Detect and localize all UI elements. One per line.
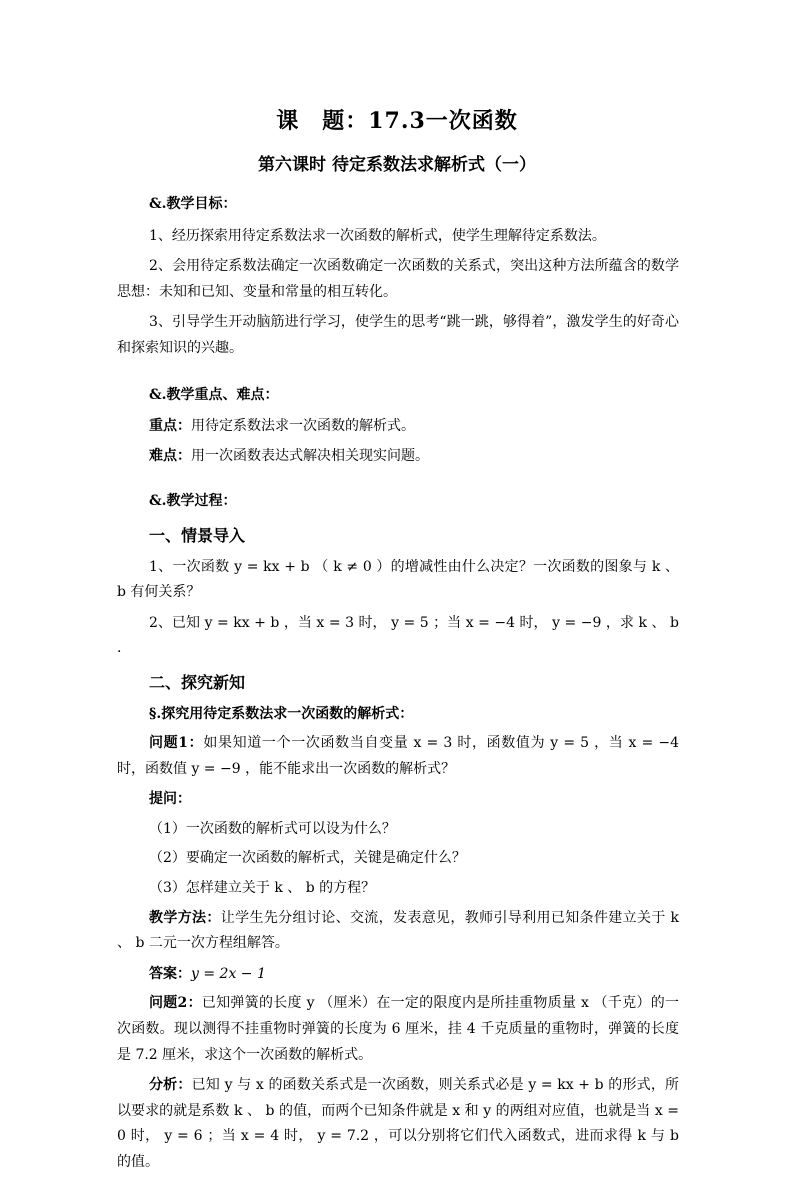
answer-label: 答案： <box>149 965 191 982</box>
key-point <box>149 414 679 440</box>
difficulty-label: 难点： <box>149 447 191 464</box>
section-objectives-heading: &.教学目标： <box>149 196 237 212</box>
part-2-heading: 二、探究新知 <box>149 672 246 692</box>
key-point-label: 重点： <box>149 418 191 435</box>
problem-2-text: 已知弹簧的长度 y （厘米）在一定的限度内是所挂重物质量 x （千克）的一次函数。现以测得不挂重物时弹簧的长度为 6 厘米，挂 4 千克质量的重物时，弹簧的长度是 7.2 厘米，求这个一次函数的解析式。 <box>117 995 679 1063</box>
objective-2: 2、会用待定系数法确定一次函数确定一次函数的关系式，突出这种方法所蕴含的数学思想：未知和已知、变量和常量的相互转化。 <box>117 258 679 300</box>
question-1: 1、一次函数 y = kx + b （ k ≠ 0 ）的增减性由什么决定？一次函数的图象与 k 、 b 有何关系？ <box>117 558 679 601</box>
analysis <box>117 1073 679 1175</box>
teaching-method <box>117 906 679 957</box>
question-2: 2、已知 y = kx + b ，当 x = 3 时， y = 5 ；当 x = −4 时， y = −9 ，求 k 、 b . <box>117 614 679 657</box>
difficulty-point <box>149 444 679 470</box>
page-title: 课 题：17.3一次函数 <box>276 108 518 134</box>
teaching-method-text: 让学生先分组讨论、交流，发表意见，教师引导利用已知条件建立关于 k 、 b 二元一次方程组解答。 <box>117 909 679 952</box>
lesson-subtitle: 第六课时 待定系数法求解析式（一） <box>258 155 536 175</box>
answer <box>149 962 679 988</box>
problem-2-label: 问题2： <box>149 995 202 1012</box>
teaching-method-label: 教学方法： <box>149 909 221 926</box>
ask-item-1: （1）一次函数的解析式可以设为什么？ <box>149 820 396 837</box>
problem-2 <box>117 991 679 1068</box>
explore-heading: §.探究用待定系数法求一次函数的解析式： <box>149 705 414 722</box>
key-point-text: 用待定系数法求一次函数的解析式。 <box>191 418 415 435</box>
analysis-text: 已知 y 与 x 的函数关系式是一次函数，则关系式必是 y = kx + b 的形式，所以要求的就是系数 k 、 b 的值，而两个已知条件就是 x 和 y 的两组对应值，也就是当 x = 0 时， y = 6 ；当 x = 4 时， y = 7.2 ，可以分别将它们代入函数式，进而求得 k 与 b 的值。 <box>117 1077 679 1170</box>
objective-3: 3、引导学生开动脑筋进行学习，使学生的思考“跳一跳，够得着”，激发学生的好奇心和探索知识的兴趣。 <box>117 314 679 356</box>
problem-1 <box>117 731 679 782</box>
section-process-heading: &.教学过程： <box>149 493 237 510</box>
answer-text: y = 2x − 1 <box>191 965 266 982</box>
problem-1-text: 如果知道一个一次函数当自变量 x = 3 时，函数值为 y = 5 ，当 x = −4 时，函数值 y = −9 ，能不能求出一次函数的解析式？ <box>117 735 680 777</box>
ask-item-3: （3）怎样建立关于 k 、 b 的方程？ <box>149 880 376 897</box>
analysis-label: 分析： <box>149 1077 192 1094</box>
document-body <box>117 192 679 1181</box>
ask-item-2: （2）要确定一次函数的解析式，关键是确定什么？ <box>149 850 466 867</box>
problem-1-label: 问题1： <box>149 735 204 752</box>
objective-1: 1、经历探索用待定系数法求一次函数的解析式，使学生理解待定系数法。 <box>149 227 606 244</box>
difficulty-text: 用一次函数表达式解决相关现实问题。 <box>191 447 429 464</box>
part-1-heading: 一、情景导入 <box>149 525 246 545</box>
section-keypoints-heading: &.教学重点、难点： <box>149 386 279 403</box>
ask-label: 提问： <box>149 791 191 808</box>
